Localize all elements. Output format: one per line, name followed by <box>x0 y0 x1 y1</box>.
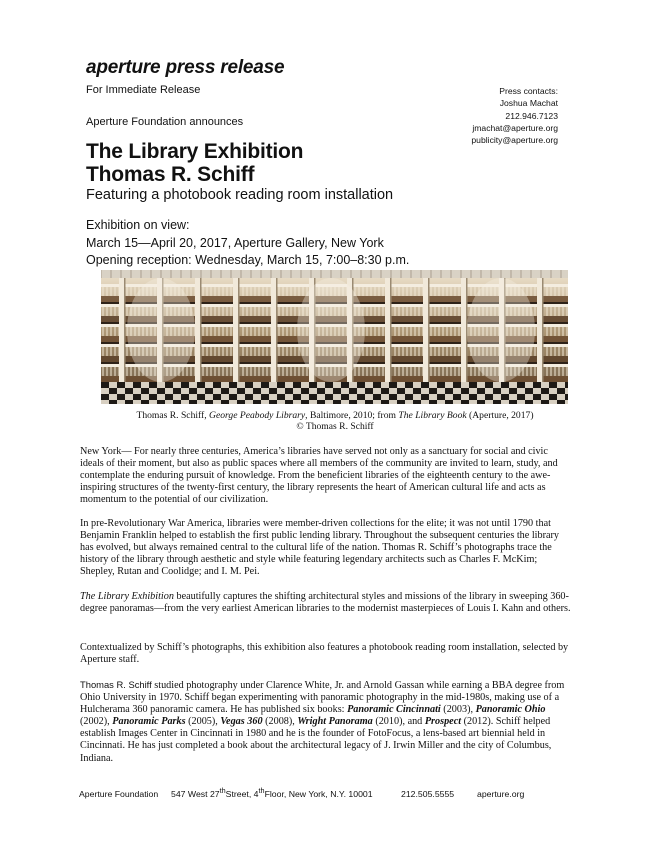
artist-name: Thomas R. Schiff <box>80 679 152 690</box>
press-contacts <box>471 85 558 146</box>
body-paragraph-4: Contextualized by Schiff’s photographs, this exhibition also features a photobook reading room installation, selected by Aperture staff. <box>80 642 569 666</box>
footer-website[interactable]: aperture.org <box>477 788 525 799</box>
contact-email[interactable]: jmachat@aperture.org <box>472 122 558 133</box>
body-paragraph-1: New York— For nearly three centuries, America’s libraries have served not only as a sanctuary for social and civic ideals of their moment, but also as public spaces where all members of the community are invited to learn, study, and contemplate the enduring pursuit of knowledge. From the beneficient libraries of the eighteenth century to the awe-inspiring structures of the twenty-first century, the library represents the heart of American cultural life and acts as momentum to the potential of our civilization. <box>80 446 558 506</box>
exhibition-dates: March 15—April 20, 2017, Aperture Gallery, New York <box>86 235 384 250</box>
photo-credit: © Thomas R. Schiff <box>296 421 374 432</box>
body-paragraph-3: The Library Exhibition beautifully captures the shifting architectural styles and missions of the library in sweeping 360-degree panoramas—from the very earliest American libraries to the modernist masterpieces of Louis I. Kahn and others. <box>80 591 571 615</box>
subtitle: Featuring a photobook reading room installation <box>86 187 394 203</box>
publicity-email[interactable]: publicity@aperture.org <box>471 135 558 146</box>
footer-phone: 212.505.5555 <box>401 788 455 799</box>
photo-caption: Thomas R. Schiff, George Peabody Library, Baltimore, 2010; from The Library Book (Aperture, 2017) © Thomas R. Schiff <box>86 410 584 432</box>
footer-org: Aperture Foundation <box>79 788 159 799</box>
contacts-label: Press contacts: <box>499 86 558 96</box>
title-line-1: The Library Exhibition <box>86 140 304 163</box>
opening-reception: Opening reception: Wednesday, March 15, 7:00–8:30 p.m. <box>86 253 410 267</box>
brand-heading: aperture press release <box>86 57 285 78</box>
body-paragraph-2: In pre-Revolutionary War America, libraries were member-driven collections for the elite; it was not until 1790 that Benjamin Franklin helped to establish the first public lending library. Throughout the subsequent centuries the library has evolved, but always remained central to the cultural life of the nation. Thomas R. Schiff’s photographs trace the history of the library through aesthetic and style while featuring legendary architects such as Charles F. McKim; Shepley, Rutan and Coolidge; and I. M. Pei. <box>80 518 559 578</box>
exhibition-title-italic: The Library Exhibition <box>80 591 174 602</box>
title-line-2: Thomas R. Schiff <box>86 163 255 186</box>
library-panorama-image <box>101 270 568 404</box>
page-title <box>86 140 303 186</box>
artist-bio: Thomas R. Schiff studied photography under Clarence White, Jr. and Arnold Gassan while earning a BBA degree from Ohio University in 1970. Schiff began experimenting with panoramic photography in the mid-1980s, making use of a Hulcherama 360 panoramic camera. He has published six books: Panoramic Cincinnati (2003), Panoramic Ohio (2002), Panoramic Parks (2005), Vegas 360 (2008), Wright Panorama (2010), and Prospect (2012). Schiff helped establish Images Center in Cincinnati in 1980 and he is the founder of FotoFocus, a lens-based art biennial held in Cincinnati. He has just completed a book about the architectural legacy of J. Irwin Miller and the city of Columbus, Indiana. <box>80 679 565 764</box>
panorama-illustration <box>101 270 568 404</box>
footer <box>79 786 524 799</box>
announces-line: Aperture Foundation announces <box>86 116 244 128</box>
exhibition-label: Exhibition on view: <box>86 218 190 232</box>
contact-phone: 212.946.7123 <box>505 110 558 121</box>
release-line: For Immediate Release <box>86 84 201 96</box>
contact-name: Joshua Machat <box>499 98 558 109</box>
exhibition-info <box>86 217 409 270</box>
footer-address: 547 West 27thStreet, 4thFloor, New York, N.Y. 10001 <box>171 786 373 799</box>
